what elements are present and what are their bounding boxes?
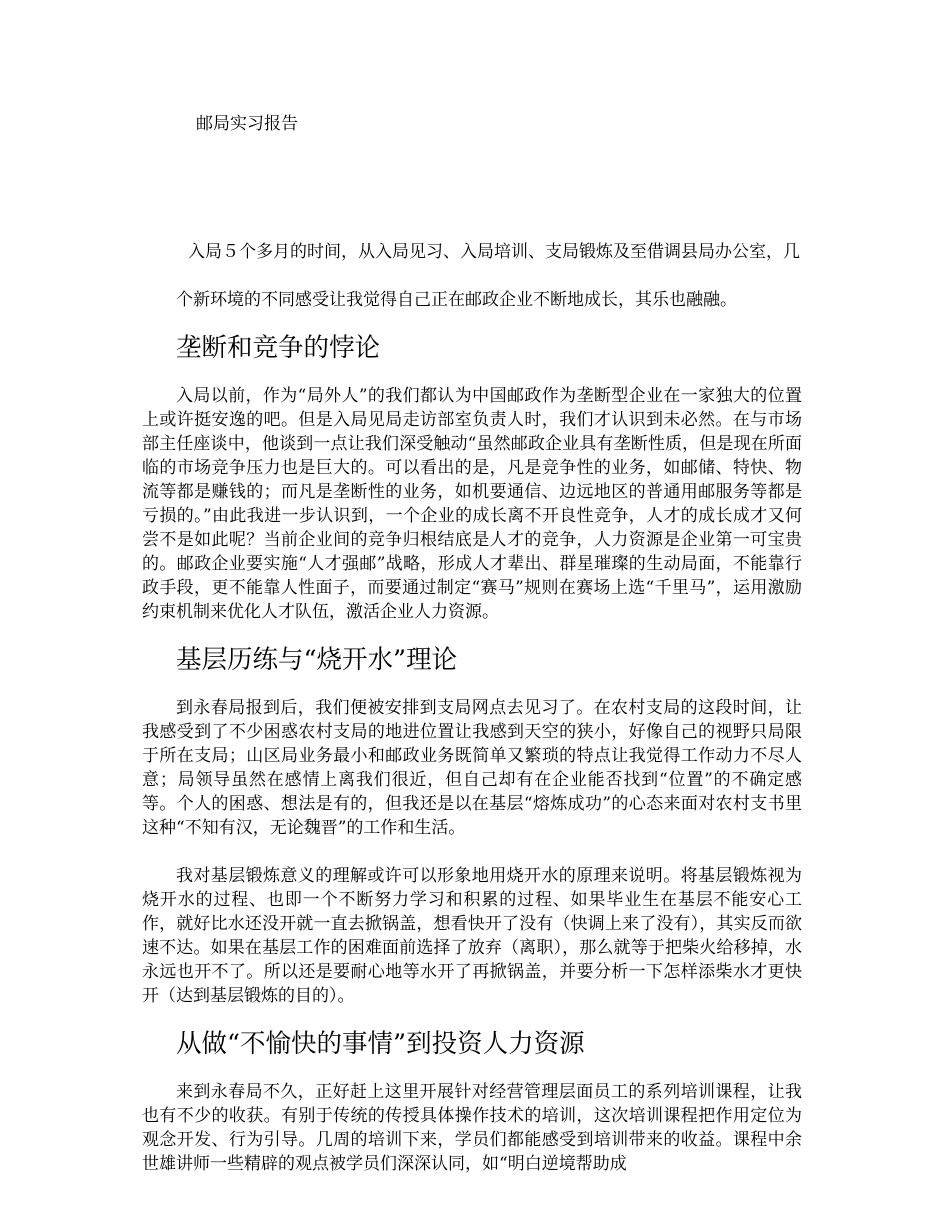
section-heading: 从做“不愉快的事情”到投资人力资源 bbox=[176, 1029, 585, 1059]
section-heading: 垄断和竞争的悖论 bbox=[176, 333, 381, 363]
paragraph: 入局５个多月的时间，从入局见习、入局培训、支局锻炼及至借调县局办公室，几 bbox=[188, 242, 800, 262]
document-body bbox=[142, 240, 802, 1200]
paragraph: 我对基层锻炼意义的理解或许可以形象地用烧开水的原理来说明。将基层锻炼视为烧开水的过程、也即一个不断努力学习和积累的过程、如果毕业生在基层不能安心工作，就好比水还没开就一直去掀锅盖，想看快开了没有（快调上来了没有），其实反而欲速不达。如果在基层工作的困难面前选择了放弃（离职），那么就等于把柴火给移掉，水永远也开不了。所以还是要耐心地等水开了再掀锅盖，并要分析一下怎样添柴水才更快开（达到基层锻炼的目的）。 bbox=[142, 866, 802, 1006]
paragraph: 到永春局报到后，我们便被安排到支局网点去见习了。在农村支局的这段时间，让我感受到了不少困惑农村支局的地进位置让我感到天空的狭小，好像自己的视野只局限于所在支局；山区局业务最小和邮政业务既简单又繁琐的特点让我觉得工作动力不尽人意；局领导虽然在感情上离我们很近，但自己却有在企业能否找到“位置”的不确定感等。个人的困惑、想法是有的，但我还是以在基层“熔炼成功”的心态来面对农村支书里这种“不知有汉，无论魏晋”的工作和生活。 bbox=[142, 698, 802, 838]
document-title: 邮局实习报告 bbox=[196, 114, 298, 134]
paragraph: 个新环境的不同感受让我觉得自己正在邮政企业不断地成长，其乐也融融。 bbox=[176, 290, 737, 310]
paragraph: 入局以前，作为“局外人”的我们都认为中国邮政作为垄断型企业在一家独大的位置上或许挺安逸的吧。但是入局见局走访部室负责人时，我们才认识到未必然。在与市场部主任座谈中，他谈到一点让我们深受触动“虽然邮政企业具有垄断性质，但是现在所面临的市场竞争压力也是巨大的。可以看出的是，凡是竞争性的业务，如邮储、特快、物流等都是赚钱的；而凡是垄断性的业务，如机要通信、边远地区的普通用邮服务等都是亏损的。”由此我进一步认识到，一个企业的成长离不开良性竞争，人才的成长成才又何尝不是如此呢？当前企业间的竞争归根结底是人才的竞争，人力资源是企业第一可宝贵的。邮政企业要实施“人才强邮”战略，形成人才辈出、群星璀璨的生动局面，不能靠行政手段，更不能靠人性面子，而要通过制定“赛马”规则在赛场上选“千里马”，运用激励约束机制来优化人才队伍，激活企业人力资源。 bbox=[142, 386, 802, 622]
paragraph: 来到永春局不久，正好赶上这里开展针对经营管理层面员工的系列培训课程，让我也有不少的收获。有别于传统的传授具体操作技术的培训，这次培训课程把作用定位为观念开发、行为引导。几周的培训下来，学员们都能感受到培训带来的收益。课程中余世雄讲师一些精辟的观点被学员们深深认同，如“明白逆境帮助成 bbox=[142, 1082, 802, 1174]
section-heading: 基层历练与“烧开水”理论 bbox=[176, 645, 458, 675]
